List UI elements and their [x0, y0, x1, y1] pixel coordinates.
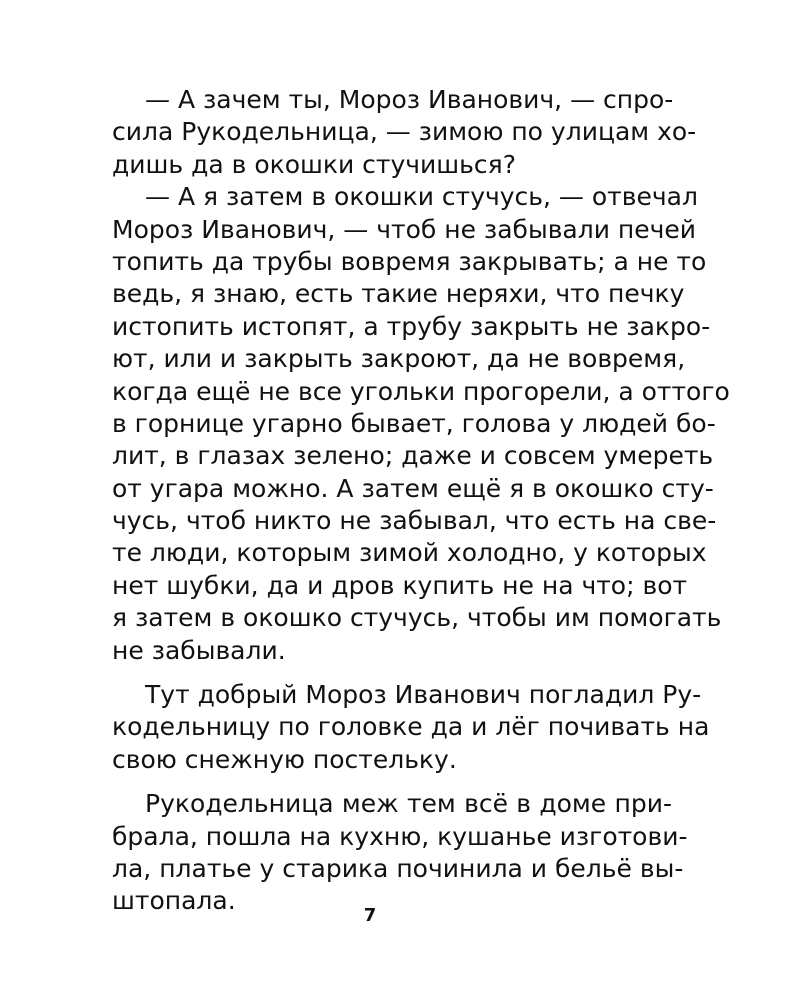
text-line: истопить истопят, а трубу закрыть не закро-: [112, 311, 711, 341]
text-line: брала, пошла на кухню, кушанье изготови-: [112, 821, 688, 851]
text-line: сила Рукодельница, — зимою по улицам хо-: [112, 117, 697, 147]
text-line: Тут добрый Мороз Иванович погладил Ру-: [145, 680, 702, 710]
text-line: топить да трубы вовремя закрывать; а не то: [112, 246, 707, 276]
paragraph-2: [112, 181, 730, 667]
text-line: когда ещё не все угольки прогорели, а оттого: [112, 376, 730, 406]
text-line: ла, платье у старика починила и бельё вы-: [112, 853, 684, 883]
text-line: чусь, чтоб никто не забывал, что есть на све-: [112, 506, 717, 536]
text-line: — А я затем в окошки стучусь, — отвечал: [145, 182, 698, 212]
text-line: — А зачем ты, Мороз Иванович, — спро-: [145, 85, 674, 114]
page-number: 7: [363, 905, 377, 926]
text-line: кодельницу по головке да и лёг почивать на: [112, 712, 710, 742]
text-line: лит, в глазах зелено; даже и совсем умереть: [112, 441, 714, 471]
text-line: ведь, я знаю, есть такие неряхи, что печку: [112, 279, 685, 309]
text-line: дишь да в окошки стучишься?: [112, 149, 516, 179]
body-text: [112, 84, 730, 918]
text-line: в горнице угарно бывает, голова у людей бо-: [112, 408, 716, 438]
text-line: ют, или и закрыть закроют, да не вовремя,: [112, 344, 686, 374]
text-line: Рукодельница меж тем всё в доме при-: [145, 789, 672, 819]
text-line: штопала.: [112, 886, 236, 916]
text-line: не забывали.: [112, 635, 286, 665]
text-line: те люди, которым зимой холодно, у которых: [112, 538, 707, 568]
text-line: свою снежную постельку.: [112, 744, 457, 774]
text-line: от угара можно. А затем ещё я в окошко сту-: [112, 473, 714, 503]
paragraph-4: [112, 788, 688, 918]
text-line: нет шубки, да и дров купить не на что; вот: [112, 570, 688, 600]
paragraph-3: [112, 679, 710, 776]
text-line: я затем в окошко стучусь, чтобы им помогать: [112, 603, 722, 633]
paragraph-1: [112, 84, 697, 181]
text-line: Мороз Иванович, — чтоб не забывали печей: [112, 214, 697, 244]
